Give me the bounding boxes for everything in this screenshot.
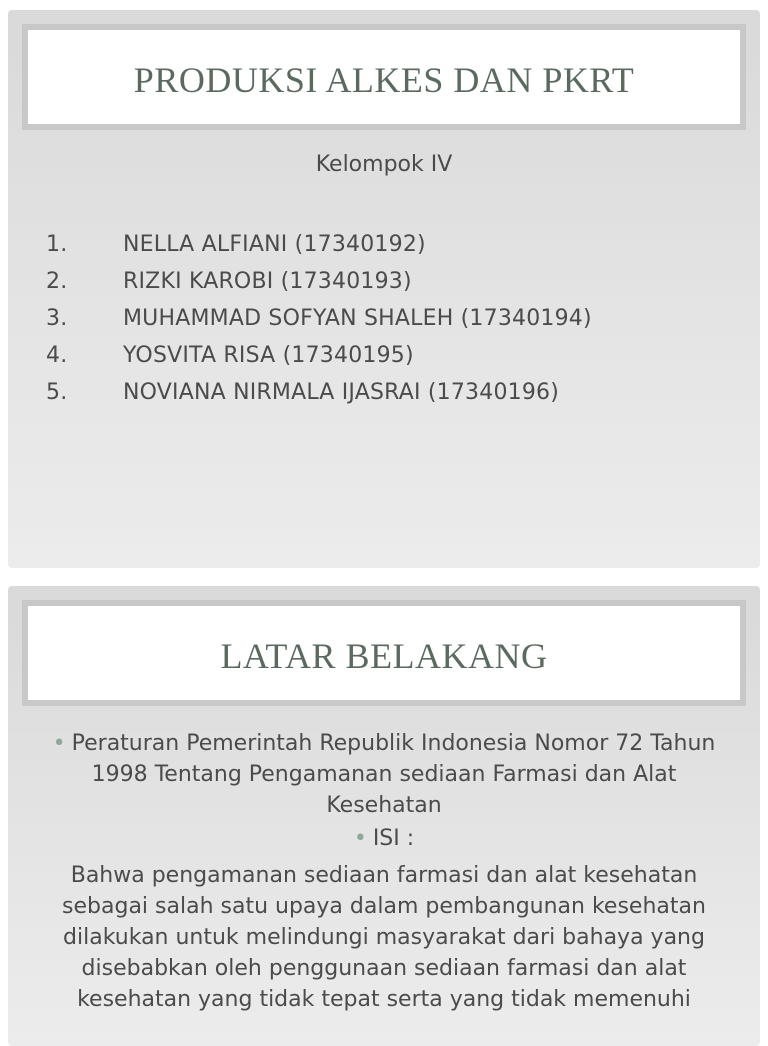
bullet-item [38,728,730,821]
title-frame [22,24,746,130]
body-paragraph: Bahwa pengamanan sediaan farmasi dan alat kesehatan sebagai salah satu upaya dalam pembangunan kesehatan dilakukan untuk melindungi masyarakat dari bahaya yang disebabkan oleh penggunaan sediaan farmasi dan alat kesehatan yang tidak tepat serta yang tidak memenuhi [62,863,706,1012]
slide-2 [8,586,760,1046]
member-name: NOVIANA NIRMALA IJASRAI (17340196) [123,380,560,405]
bullet-item [38,823,730,854]
member-name: RIZKI KAROBI (17340193) [123,269,412,294]
bullet-icon: • [353,826,367,851]
title-box [28,606,740,700]
list-item [46,263,740,300]
member-name: NELLA ALFIANI (17340192) [123,232,426,257]
slide-body [38,728,730,1015]
bullet-icon: • [52,731,66,756]
slide-title: PRODUKSI ALKES DAN PKRT [133,60,635,100]
title-box [28,30,740,124]
list-number: 2. [46,269,68,294]
title-frame [22,600,746,706]
list-number: 4. [46,343,68,368]
list-item [46,300,740,337]
list-item [46,226,740,263]
list-item [46,374,740,411]
member-name: YOSVITA RISA (17340195) [123,343,414,368]
bullet-text: ISI : [372,826,415,851]
list-item [46,337,740,374]
list-number: 3. [46,306,68,331]
list-number: 5. [46,380,68,405]
member-list [46,226,740,411]
list-number: 1. [46,232,68,257]
slide-title: LATAR BELAKANG [220,636,548,676]
member-name: MUHAMMAD SOFYAN SHALEH (17340194) [123,306,592,331]
bullet-text: Peraturan Pemerintah Republik Indonesia Nomor 72 Tahun 1998 Tentang Pengamanan sediaan Farmasi dan Alat Kesehatan [71,731,716,818]
group-label: Kelompok IV [315,152,453,177]
slide-1 [8,10,760,568]
